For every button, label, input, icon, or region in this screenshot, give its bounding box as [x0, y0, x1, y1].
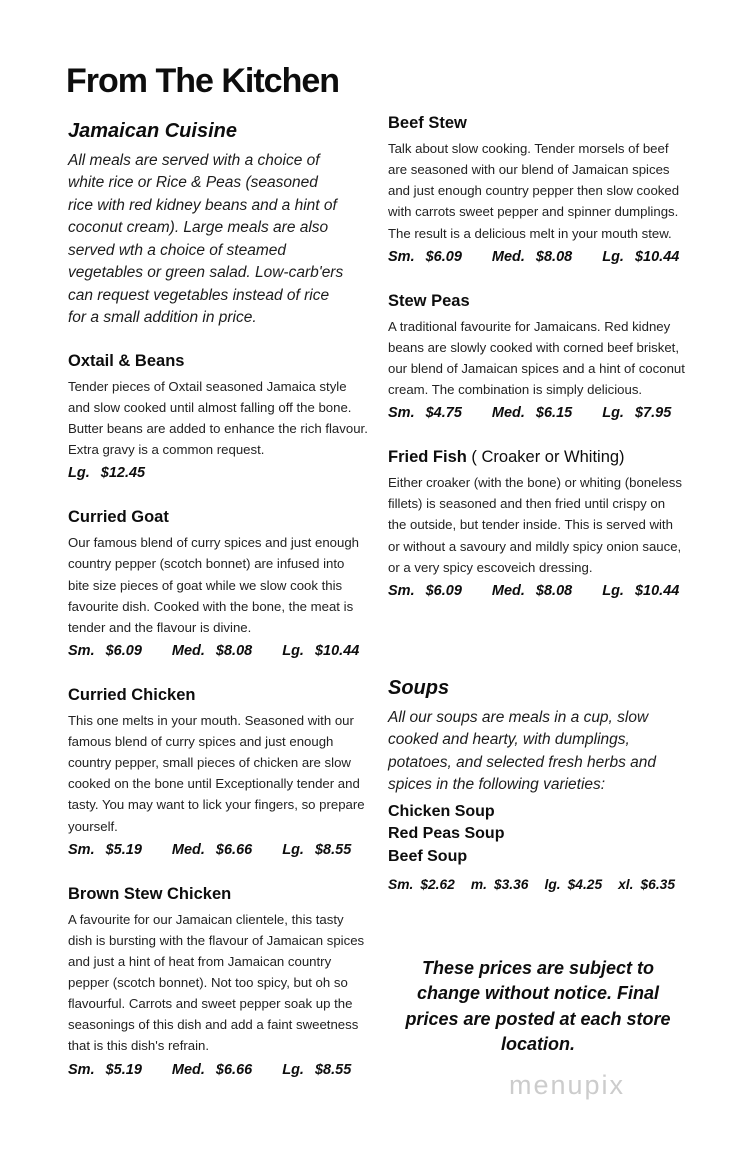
price-amount: $4.75 — [425, 405, 462, 422]
intro-text: All meals are served with a choice of white rice or Rice & Peas (seasoned rice with red kidney beans and a hint of coconut cream). Large meals are also served wth a choice of steamed vegetables or green salad. Low-carb'ers can request vegetables instead of rice for a small addition in price. — [68, 152, 344, 327]
price-amount: $4.25 — [567, 876, 603, 892]
price-amount: $6.09 — [425, 248, 462, 265]
price-size-label: Med. — [171, 1061, 205, 1078]
menu-item-fried-fish — [388, 448, 686, 599]
price-small — [68, 1062, 142, 1078]
price-amount: $8.55 — [314, 841, 352, 858]
soups-section — [388, 677, 686, 892]
item-name-main: Fried Fish — [388, 448, 467, 467]
price-amount: $3.36 — [493, 876, 529, 892]
item-name: Stew Peas — [388, 291, 470, 310]
jamaican-cuisine-intro-block — [68, 120, 368, 330]
price-size-label: Med. — [171, 642, 205, 659]
soup-variety-red-peas: Red Peas Soup — [388, 825, 505, 843]
item-description: Either croaker (with the bone) or whiting (boneless fillets) is seasoned and then fried until crispy on the outside, but tender inside. This is served with or without a savoury and mildly spicy onion sauce, or a very spicy escoveich dressing. — [388, 475, 682, 575]
right-column — [388, 114, 686, 1101]
price-small — [388, 877, 455, 892]
price-medium — [172, 643, 252, 659]
item-prices — [68, 465, 368, 481]
price-size-label: lg. — [544, 876, 561, 892]
page-title: From The Kitchen — [66, 62, 340, 100]
price-medium — [471, 877, 529, 892]
price-size-label: m. — [470, 876, 487, 892]
item-prices — [388, 583, 686, 599]
price-size-label: Med. — [491, 405, 525, 422]
price-size-label: Sm. — [388, 248, 415, 265]
price-size-label: xl. — [618, 876, 634, 892]
price-size-label: Lg. — [282, 841, 304, 858]
item-description: This one melts in your mouth. Seasoned with our famous blend of curry spices and just enough country pepper, small pieces of chicken are slow cooked on the bone until Exceptionally tender and tasty. You may want to lick your fingers, so prepare yourself. — [68, 712, 365, 834]
item-name: Brown Stew Chicken — [68, 884, 232, 903]
price-medium — [492, 405, 572, 421]
soups-intro-text: All our soups are meals in a cup, slow cooked and hearty, with dumplings, potatoes, and selected fresh herbs and spices in the following varieties: — [388, 708, 656, 794]
price-change-notice: These prices are subject to change without notice. Final prices are posted at each store location. — [405, 957, 671, 1055]
menu-item-curried-goat — [68, 508, 368, 659]
item-name-suffix: ( Croaker or Whiting) — [466, 448, 625, 467]
item-prices — [388, 249, 686, 265]
price-size-label: Sm. — [388, 876, 414, 892]
price-amount: $10.44 — [314, 642, 360, 659]
price-extra-large — [618, 877, 675, 892]
price-large — [68, 465, 145, 481]
price-size-label: Med. — [491, 582, 525, 599]
price-amount: $6.66 — [215, 1061, 253, 1078]
price-large — [282, 643, 359, 659]
price-amount: $7.95 — [634, 405, 672, 422]
price-medium — [492, 249, 572, 265]
price-large — [544, 877, 602, 892]
price-size-label: Sm. — [68, 642, 95, 659]
price-amount: $10.44 — [634, 248, 680, 265]
price-small — [68, 643, 142, 659]
item-prices — [68, 643, 368, 659]
price-amount: $10.44 — [634, 582, 680, 599]
item-description: Tender pieces of Oxtail seasoned Jamaica style and slow cooked until almost falling off the bone. Butter beans are added to enhance the rich flavour. Extra gravy is a common request. — [68, 378, 368, 458]
price-size-label: Sm. — [68, 841, 95, 858]
price-size-label: Lg. — [68, 465, 90, 482]
price-small — [388, 583, 462, 599]
price-size-label: Lg. — [602, 405, 624, 422]
item-description: Talk about slow cooking. Tender morsels of beef are seasoned with our blend of Jamaican spices and just enough country pepper then slow cooked with carrots sweet pepper and spinner dumplings. The result is a delicious melt in your mouth stew. — [388, 141, 680, 241]
price-size-label: Lg. — [602, 582, 624, 599]
price-size-label: Sm. — [68, 1061, 95, 1078]
price-medium — [172, 1062, 252, 1078]
price-amount: $5.19 — [105, 841, 142, 858]
price-medium — [492, 583, 572, 599]
item-name — [388, 448, 686, 467]
item-description: A favourite for our Jamaican clientele, this tasty dish is bursting with the flavour of Jamaican spices and just a hint of heat from Jamaican country pepper (scotch bonnet). Not too spicy, but oh so flavourful. Carrots and sweet pepper soak up the seasonings of this dish and add a faint sweetness that is this dish's refrain. — [68, 911, 365, 1054]
price-size-label: Med. — [491, 248, 525, 265]
price-size-label: Sm. — [388, 582, 415, 599]
price-size-label: Lg. — [282, 642, 304, 659]
price-large — [602, 249, 679, 265]
item-description: Our famous blend of curry spices and just enough country pepper (scotch bonnet) are infused into bite size pieces of goat while we slow cook this favourite dish. Cooked with the bone, the meat is tender and the flavour is divine. — [68, 535, 360, 635]
price-large — [602, 405, 671, 421]
price-medium — [172, 842, 252, 858]
menu-item-brown-stew-chicken — [68, 885, 368, 1078]
item-name: Curried Goat — [68, 508, 169, 527]
price-amount: $6.66 — [215, 841, 253, 858]
item-description: A traditional favourite for Jamaicans. Red kidney beans are slowly cooked with corned beef brisket, our blend of Jamaican spices and a hint of coconut cream. The combination is simply delicious. — [388, 318, 685, 397]
menupix-watermark: menupix — [508, 1069, 626, 1100]
soup-variety-chicken: Chicken Soup — [388, 802, 495, 820]
item-name: Beef Stew — [388, 114, 467, 132]
price-amount: $6.09 — [105, 642, 142, 659]
price-amount: $6.35 — [640, 876, 675, 892]
price-large — [282, 842, 351, 858]
left-column — [68, 120, 368, 1105]
menu-item-oxtail-and-beans — [68, 352, 368, 482]
price-amount: $12.45 — [100, 465, 146, 482]
soup-prices — [388, 877, 686, 892]
price-small — [68, 842, 142, 858]
menu-item-stew-peas — [388, 292, 686, 422]
item-name: Oxtail & Beans — [68, 351, 185, 370]
price-amount: $8.08 — [535, 582, 573, 599]
soup-varieties — [388, 801, 686, 869]
price-amount: $8.55 — [314, 1061, 352, 1078]
menu-item-beef-stew — [388, 114, 686, 265]
price-small — [388, 405, 462, 421]
price-amount: $2.62 — [420, 876, 455, 892]
price-amount: $6.15 — [535, 405, 573, 422]
price-amount: $5.19 — [105, 1061, 142, 1078]
item-prices — [68, 1062, 368, 1078]
section-heading-soups: Soups — [388, 676, 450, 699]
price-amount: $8.08 — [215, 642, 253, 659]
section-heading-jamaican-cuisine: Jamaican Cuisine — [68, 120, 237, 142]
price-amount: $6.09 — [425, 582, 462, 599]
price-large — [602, 583, 679, 599]
price-size-label: Lg. — [282, 1061, 304, 1078]
price-size-label: Sm. — [388, 405, 415, 422]
item-name: Curried Chicken — [68, 685, 196, 704]
item-prices — [68, 842, 368, 858]
menu-item-curried-chicken — [68, 686, 368, 858]
item-prices — [388, 405, 686, 421]
price-size-label: Med. — [171, 841, 205, 858]
price-size-label: Lg. — [602, 248, 624, 265]
soup-variety-beef: Beef Soup — [388, 848, 468, 866]
price-small — [388, 249, 462, 265]
price-amount: $8.08 — [535, 248, 573, 265]
price-large — [282, 1062, 351, 1078]
